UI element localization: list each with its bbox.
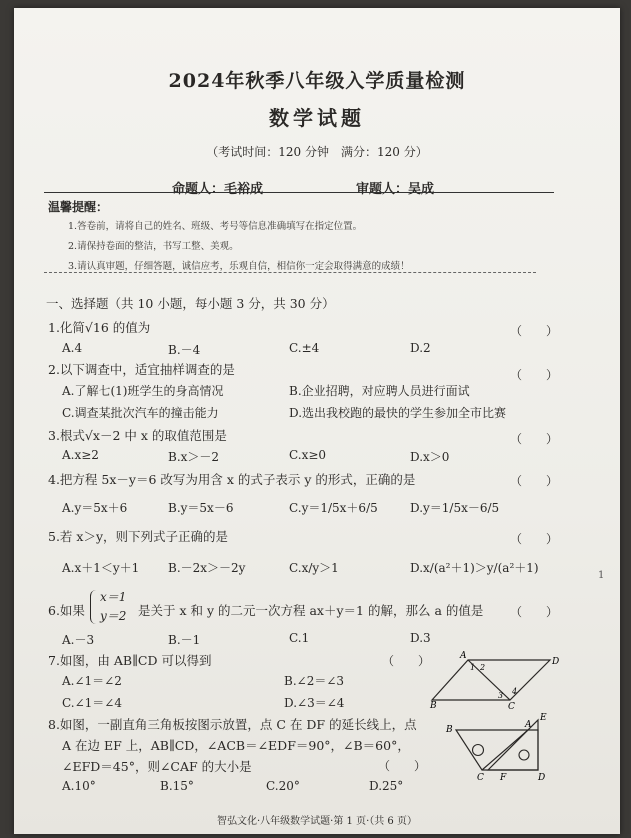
figure-q7 [430, 648, 560, 712]
system-eq: x＝1 [100, 590, 127, 604]
fig8-label: D [538, 773, 546, 783]
fig8-label: B [446, 725, 453, 735]
option: B.y＝5x－6 [168, 501, 234, 515]
option: C.调查某批次汽车的撞击能力 [62, 406, 219, 420]
answer-paren: （ ） [510, 324, 559, 338]
question-stem: 5.若 x＞y，则下列式子正确的是 [48, 529, 229, 544]
option: C.∠1＝∠4 [62, 696, 122, 710]
option: A.10° [62, 779, 96, 793]
fig8-label: E [540, 713, 547, 723]
tips-title: 温馨提醒： [48, 200, 109, 214]
option: C.x/y＞1 [289, 561, 339, 575]
fig8-label: F [500, 773, 507, 783]
exam-paper [14, 8, 620, 834]
tip-item: 2.请保持卷面的整洁，书写工整、美观。 [68, 241, 239, 252]
option: D.选出我校跑的最快的学生参加全市比赛 [289, 406, 507, 420]
equation-brace [90, 590, 99, 624]
question-stem-line: A 在边 EF 上，AB∥CD，∠ACB＝∠EDF＝90°，∠B＝60°， [62, 738, 410, 753]
option: D.x＞0 [410, 450, 450, 464]
option: A.∠1＝∠2 [62, 674, 122, 688]
fig8-label: A [525, 720, 532, 730]
answer-paren: （ ） [510, 368, 559, 382]
option: C.1 [289, 631, 310, 645]
option: D.25° [369, 779, 404, 793]
option: D.3 [410, 631, 431, 645]
option: D.x/(a²＋1)＞y/(a²＋1) [410, 561, 539, 575]
answer-paren: （ ） [510, 474, 559, 488]
option: A.－3 [62, 633, 95, 647]
fig7-label: C [508, 702, 515, 712]
fig7-label: 4 [512, 687, 518, 696]
option: C.y＝1/5x＋6/5 [289, 501, 378, 515]
figure-q8 [442, 708, 552, 783]
fig8-label: C [477, 773, 484, 783]
option: A.x≥2 [62, 448, 99, 462]
fig7-label: 2 [480, 663, 486, 672]
question-stem-suffix: 是关于 x 和 y 的二元一次方程 ax＋y＝1 的解，那么 a 的值是 [138, 603, 484, 618]
option: B.企业招聘，对应聘人员进行面试 [289, 384, 470, 398]
fig7-label: 1 [470, 663, 476, 672]
exam-subtitle: 数学试题 [269, 106, 365, 130]
option: C.±4 [289, 341, 320, 355]
answer-paren: （ ） [382, 654, 431, 668]
option: B.∠2＝∠3 [284, 674, 345, 688]
question-stem: 2.以下调查中，适宜抽样调查的是 [48, 362, 235, 377]
exam-title: 2024年秋季八年级入学质量检测 [168, 70, 466, 92]
fig7-label: 3 [498, 691, 504, 700]
option: A.4 [62, 341, 83, 355]
section-title: 一、选择题（共 10 小题，每小题 3 分，共 30 分） [46, 296, 335, 311]
option: C.20° [266, 779, 300, 793]
question-stem-line: ∠EFD＝45°，则∠CAF 的大小是 [62, 759, 252, 774]
option: C.x≥0 [289, 448, 327, 462]
system-eq: y＝2 [100, 609, 127, 623]
option: D.y＝1/5x－6/5 [410, 501, 500, 515]
answer-paren: （ ） [510, 532, 559, 546]
option: A.x＋1＜y＋1 [62, 561, 140, 575]
setter: 命题人：毛裕成 [172, 182, 264, 197]
option: D.2 [410, 341, 431, 355]
answer-paren: （ ） [510, 605, 559, 619]
option: B.15° [160, 779, 194, 793]
question-stem: 4.把方程 5x－y＝6 改写为用含 x 的式子表示 y 的形式，正确的是 [48, 472, 416, 487]
question-stem-line: 8.如图，一副直角三角板按图示放置，点 C 在 DF 的延长线上，点 [48, 717, 417, 732]
tip-item: 3.请认真审题，仔细答题，诚信应考，乐观自信，相信你一定会取得满意的成绩！ [68, 261, 410, 272]
question-stem: 7.如图，由 AB∥CD 可以得到 [48, 653, 212, 668]
option: A.y＝5x＋6 [62, 501, 128, 515]
question-stem-prefix: 6.如果 [48, 603, 85, 618]
question-stem: 3.根式√x－2 中 x 的取值范围是 [48, 428, 227, 443]
edge-mark: 1 [598, 570, 605, 581]
answer-paren: （ ） [510, 432, 559, 446]
answer-paren: （ ） [378, 759, 427, 773]
question-stem: 1.化简√16 的值为 [48, 320, 151, 335]
header-rule [44, 192, 554, 193]
option: B.－4 [168, 343, 201, 357]
tip-item: 1.答卷前，请将自己的姓名、班级、考号等信息准确填写在指定位置。 [68, 221, 363, 232]
option: B.x＞－2 [168, 450, 220, 464]
fig7-label: D [552, 657, 560, 667]
fig7-label: B [430, 701, 437, 711]
reviewer: 审题人：吴成 [356, 182, 435, 197]
option: B.－1 [168, 633, 201, 647]
exam-info: （考试时间：120 分钟 满分：120 分） [206, 145, 428, 159]
option: D.∠3＝∠4 [284, 696, 345, 710]
option: B.－2x＞－2y [168, 561, 246, 575]
page-footer: 智弘文化·八年级数学试题·第 1 页·（共 6 页） [217, 816, 417, 827]
fig7-label: A [460, 651, 467, 661]
option: A.了解七(1)班学生的身高情况 [62, 384, 224, 398]
